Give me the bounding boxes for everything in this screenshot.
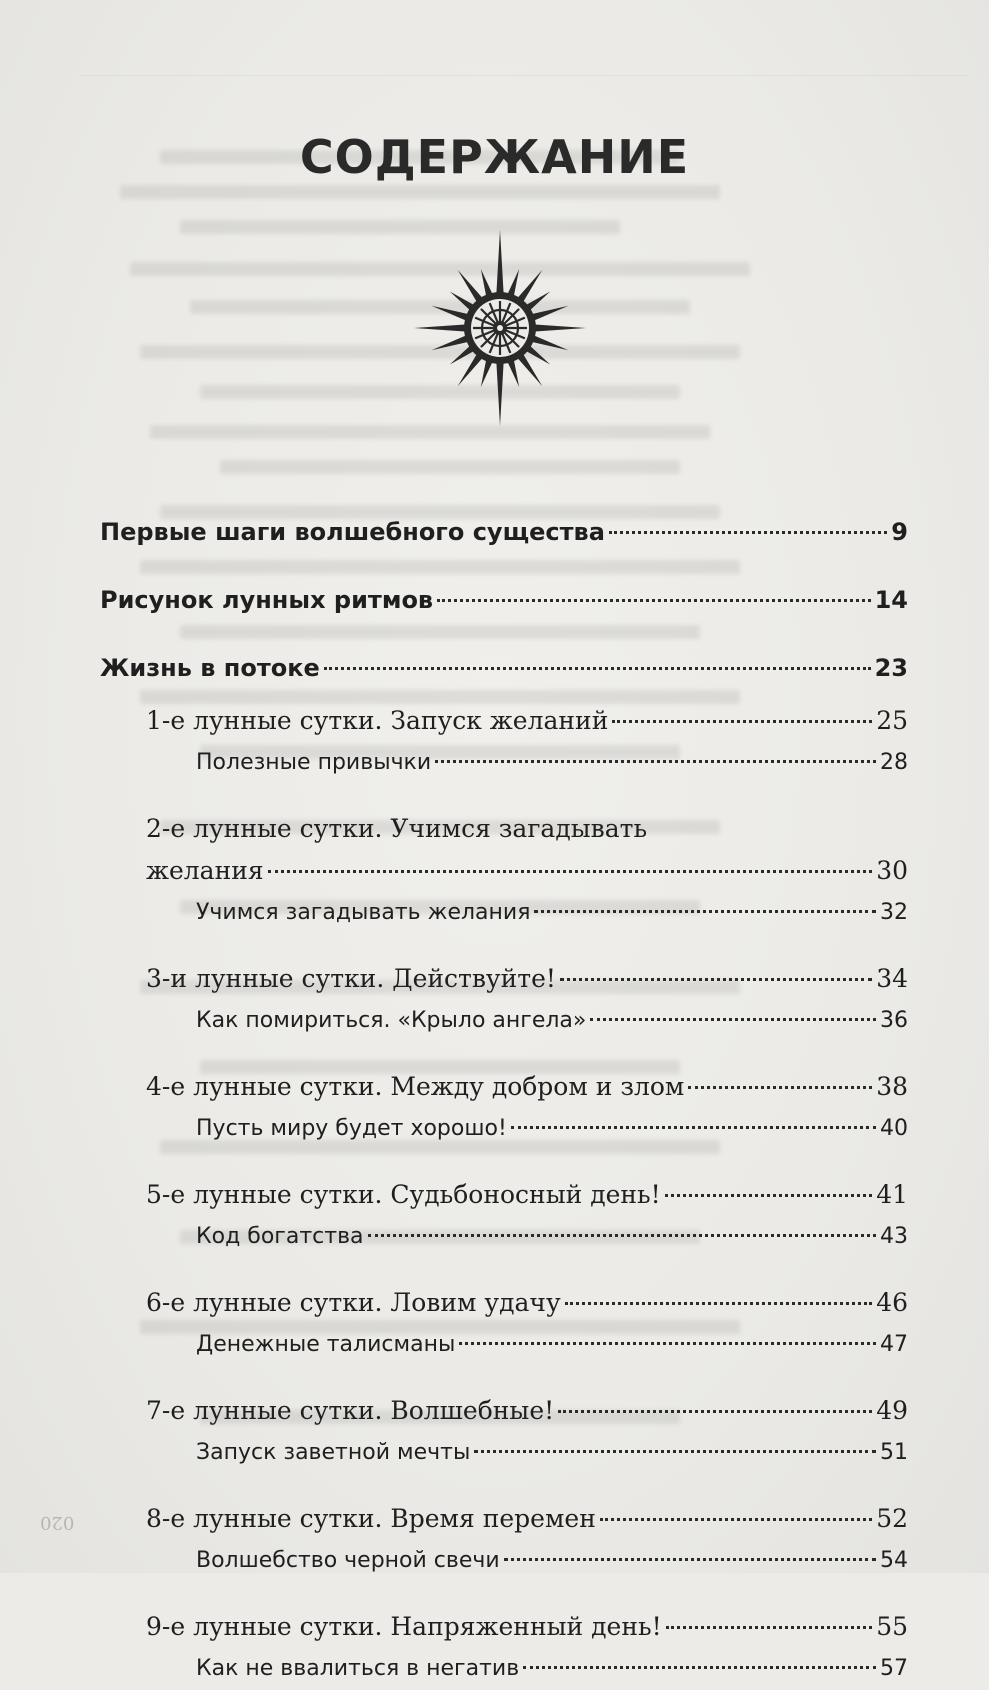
- bleed-through-header: [80, 0, 969, 76]
- toc-entry-page-number: 32: [880, 900, 908, 925]
- toc-entry-row: [100, 742, 908, 784]
- page-number: 020: [40, 1512, 75, 1533]
- toc-entry-row: [100, 646, 908, 690]
- toc-entry-page-number: 36: [880, 1008, 908, 1033]
- toc-entry-row: [100, 1066, 908, 1108]
- toc-entry-label-line1: 2-е лунные сутки. Учимся загадывать: [146, 814, 648, 843]
- toc-entry-label: Как не ввалиться в негатив: [196, 1656, 520, 1681]
- toc-entry-row: [100, 1606, 908, 1648]
- dot-leader: [612, 720, 872, 723]
- table-of-contents: [100, 510, 908, 1690]
- toc-entry-page-number: 47: [880, 1332, 908, 1357]
- entry-spacer: [100, 690, 908, 700]
- dot-leader: [666, 1626, 873, 1629]
- page-title: СОДЕРЖАНИЕ: [299, 130, 690, 184]
- toc-entry[interactable]: [100, 1648, 908, 1690]
- dot-leader: [504, 1558, 876, 1561]
- entry-spacer: [100, 934, 908, 958]
- dot-leader: [688, 1086, 872, 1089]
- toc-entry-row: [100, 510, 908, 554]
- toc-entry-page-number: 9: [891, 518, 908, 546]
- toc-entry[interactable]: [100, 892, 908, 934]
- toc-entry-row: [100, 958, 908, 1000]
- dot-leader: [324, 667, 871, 670]
- toc-entry-page-number: 30: [876, 856, 908, 885]
- toc-entry[interactable]: [100, 1066, 908, 1108]
- dot-leader: [590, 1018, 876, 1021]
- toc-entry[interactable]: [100, 1108, 908, 1150]
- toc-entry-row: [100, 1282, 908, 1324]
- dot-leader: [474, 1450, 876, 1453]
- toc-entry-row: [100, 1390, 908, 1432]
- entry-spacer: [100, 1150, 908, 1174]
- ornament-ray: [496, 358, 504, 426]
- toc-entry[interactable]: [100, 1282, 908, 1324]
- toc-entry-row: [100, 578, 908, 622]
- toc-entry-label: Полезные привычки: [196, 750, 432, 775]
- toc-entry-page-number: 43: [880, 1224, 908, 1249]
- toc-entry[interactable]: [100, 578, 908, 622]
- toc-entry-row: [100, 1324, 908, 1366]
- toc-entry-page-number: 23: [874, 654, 908, 682]
- entry-spacer: [100, 1042, 908, 1066]
- dot-leader: [459, 1342, 876, 1345]
- toc-entry-label: Жизнь в потоке: [100, 654, 320, 682]
- toc-entry-label: 7-е лунные сутки. Волшебные!: [146, 1396, 555, 1425]
- toc-entry[interactable]: [100, 1390, 908, 1432]
- toc-entry-label: 3-и лунные сутки. Действуйте!: [146, 964, 556, 993]
- dot-leader: [368, 1234, 876, 1237]
- dot-leader: [268, 870, 873, 873]
- entry-spacer: [100, 1258, 908, 1282]
- toc-entry-label: Код богатства: [196, 1224, 364, 1249]
- toc-entry-page-number: 52: [876, 1504, 908, 1533]
- toc-entry-row: [100, 1498, 908, 1540]
- entry-spacer: [100, 1366, 908, 1390]
- toc-entry-row: [100, 700, 908, 742]
- toc-entry[interactable]: [100, 1216, 908, 1258]
- toc-entry-row: [100, 1432, 908, 1474]
- toc-entry-label: Учимся загадывать желания: [196, 900, 531, 925]
- toc-entry-label: 9-е лунные сутки. Напряженный день!: [146, 1612, 662, 1641]
- toc-entry-row: [100, 850, 908, 892]
- toc-entry[interactable]: [100, 646, 908, 690]
- toc-entry-page-number: 49: [876, 1396, 908, 1425]
- entry-spacer: [100, 1582, 908, 1606]
- toc-entry-label: Первые шаги волшебного существа: [100, 518, 605, 546]
- toc-entry-row: [100, 1648, 908, 1690]
- toc-entry-page-number: 54: [880, 1548, 908, 1573]
- toc-entry-label: Как помириться. «Крыло ангела»: [196, 1008, 587, 1033]
- dot-leader: [560, 978, 872, 981]
- toc-entry-label: желания: [146, 856, 264, 885]
- toc-entry-page-number: 40: [880, 1116, 908, 1141]
- toc-entry-label: Пусть миру будет хорошо!: [196, 1116, 507, 1141]
- toc-entry-row: [100, 1174, 908, 1216]
- entry-spacer: [100, 784, 908, 808]
- toc-entry-row: [100, 1108, 908, 1150]
- toc-entry-row: [100, 1216, 908, 1258]
- star-ornament-icon: [410, 228, 590, 433]
- toc-entry-page-number: 34: [876, 964, 908, 993]
- ornament-ray: [414, 324, 470, 332]
- toc-entry-label: Запуск заветной мечты: [196, 1440, 471, 1465]
- toc-entry-page-number: 51: [880, 1440, 908, 1465]
- dot-leader: [600, 1518, 872, 1521]
- dot-leader: [665, 1194, 872, 1197]
- toc-entry[interactable]: [100, 1606, 908, 1648]
- dot-leader: [609, 531, 887, 534]
- toc-entry-label: 6-е лунные сутки. Ловим удачу: [146, 1288, 561, 1317]
- dot-leader: [511, 1126, 876, 1129]
- toc-entry-page-number: 14: [874, 586, 908, 614]
- toc-entry[interactable]: [100, 700, 908, 742]
- toc-entry-row: [100, 892, 908, 934]
- toc-entry[interactable]: [100, 1324, 908, 1366]
- toc-entry-page-number: 25: [876, 706, 908, 735]
- toc-entry-row: [100, 1540, 908, 1582]
- dot-leader: [435, 760, 876, 763]
- toc-entry-page-number: 41: [876, 1180, 908, 1209]
- toc-entry[interactable]: [100, 1000, 908, 1042]
- dot-leader: [534, 910, 876, 913]
- dot-leader: [437, 599, 870, 602]
- dot-leader: [565, 1302, 873, 1305]
- toc-entry-label: 1-е лунные сутки. Запуск желаний: [146, 706, 609, 735]
- toc-entry-page-number: 28: [880, 750, 908, 775]
- toc-entry[interactable]: [100, 1540, 908, 1582]
- toc-entry[interactable]: [100, 808, 908, 892]
- toc-entry-page-number: 55: [876, 1612, 908, 1641]
- toc-entry-row: [100, 1000, 908, 1042]
- dot-leader: [523, 1666, 876, 1669]
- toc-entry[interactable]: [100, 958, 908, 1000]
- toc-entry[interactable]: [100, 510, 908, 554]
- toc-entry[interactable]: [100, 1498, 908, 1540]
- toc-entry-page-number: 46: [876, 1288, 908, 1317]
- toc-entry-label: 5-е лунные сутки. Судьбоносный день!: [146, 1180, 661, 1209]
- toc-entry-label: Волшебство черной свечи: [196, 1548, 500, 1573]
- entry-spacer: [100, 622, 908, 646]
- entry-spacer: [100, 554, 908, 578]
- toc-entry[interactable]: [100, 1432, 908, 1474]
- toc-entry-label: 8-е лунные сутки. Время перемен: [146, 1504, 596, 1533]
- ornament-ray: [530, 324, 586, 332]
- toc-entry-label: 4-е лунные сутки. Между добром и злом: [146, 1072, 685, 1101]
- toc-entry[interactable]: [100, 1174, 908, 1216]
- ornament-ray: [496, 230, 504, 298]
- toc-entry-label: Денежные талисманы: [196, 1332, 456, 1357]
- entry-spacer: [100, 1474, 908, 1498]
- toc-entry-label: Рисунок лунных ритмов: [100, 586, 434, 614]
- toc-entry-page-number: 38: [876, 1072, 908, 1101]
- dot-leader: [558, 1410, 872, 1413]
- toc-entry[interactable]: [100, 742, 908, 784]
- toc-entry-page-number: 57: [880, 1656, 908, 1681]
